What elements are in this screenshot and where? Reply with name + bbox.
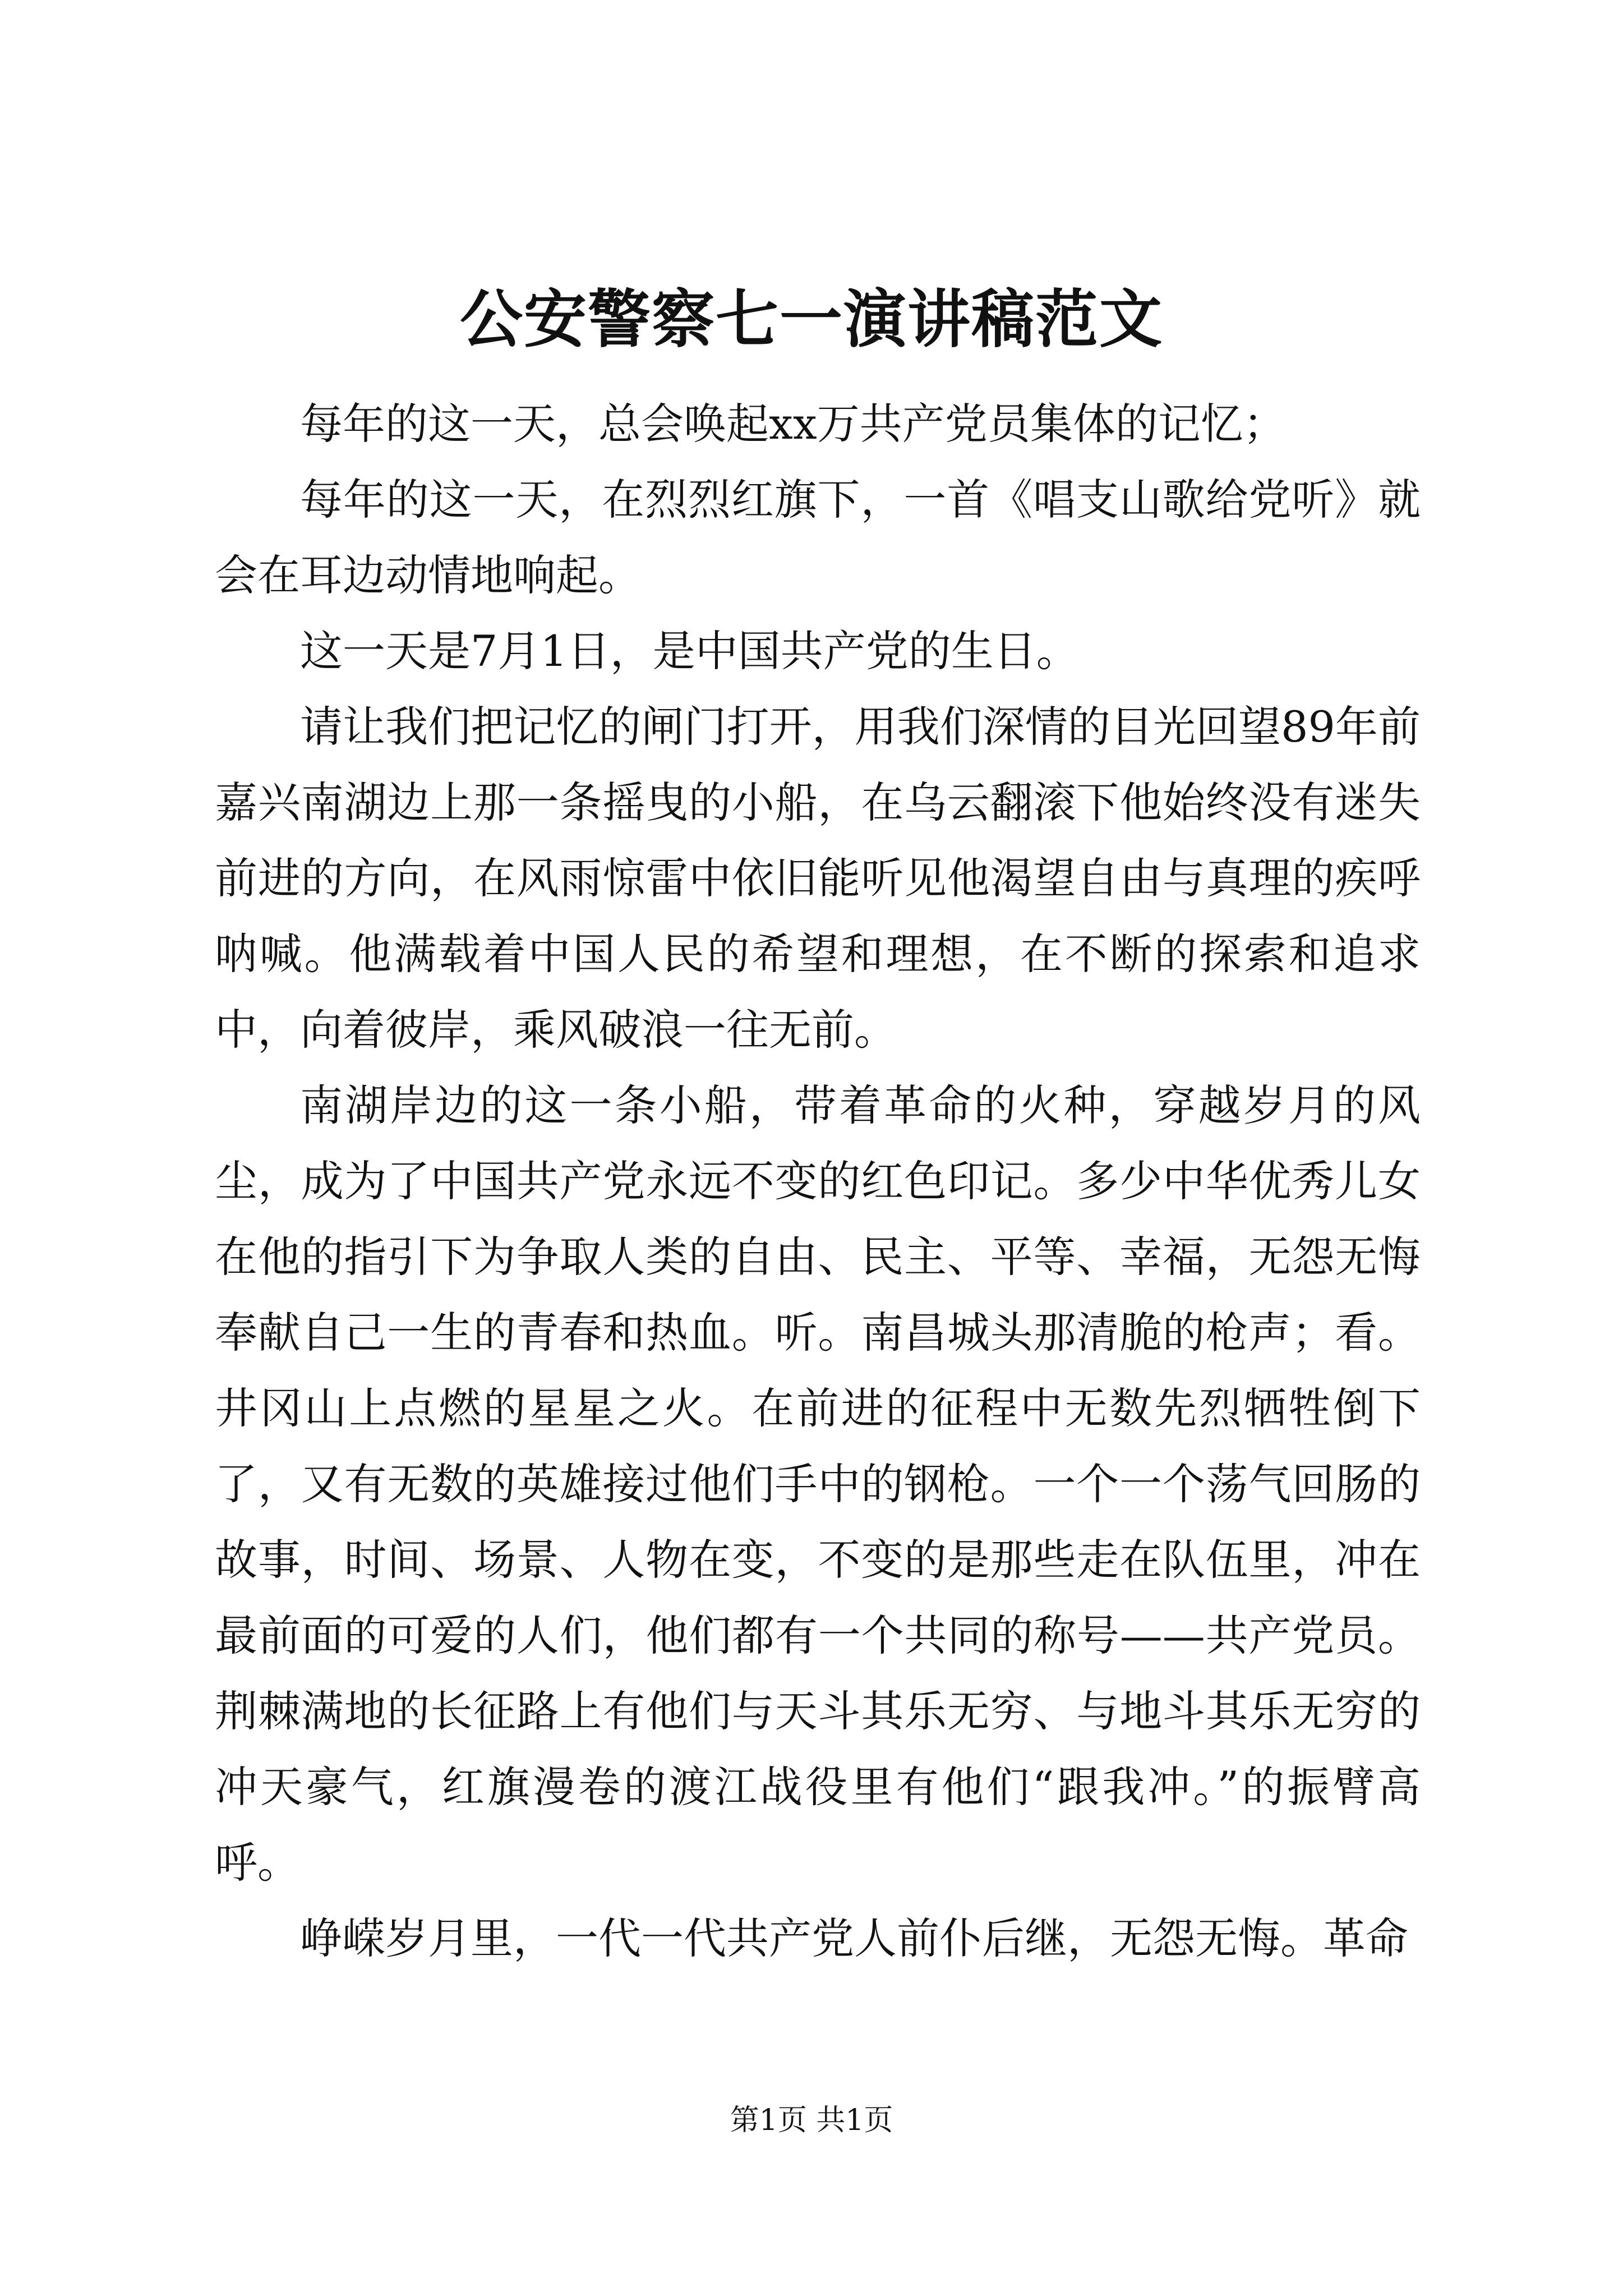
paragraph-4: 请让我们把记忆的闸门打开，用我们深情的目光回望89年前嘉兴南湖边上那一条摇曳的小船，在乌云翻滚下他始终没有迷失前进的方向，在风雨惊雷中依旧能听见他渴望自由与真理的疾呼呐喊。他满载着中国人民的希望和理想，在不断的探索和追求中，向着彼岸，乘风破浪一往无前。 [215, 702, 1421, 1055]
document-title: 公安警察七一演讲稿范文 [460, 283, 1163, 356]
paragraph-3: 这一天是7月1日，是中国共产党的生日。 [300, 626, 1079, 676]
paragraph-6: 峥嵘岁月里，一代一代共产党人前仆后继，无怨无悔。革命 [300, 1913, 1408, 1963]
page-footer: 第1页 共1页 [730, 2104, 893, 2137]
paragraph-1: 每年的这一天，总会唤起xx万共产党员集体的记忆； [300, 399, 1286, 449]
paragraph-5: 南湖岸边的这一条小船，带着革命的火种，穿越岁月的风尘，成为了中国共产党永远不变的红色印记。多少中华优秀儿女在他的指引下为争取人类的自由、民主、平等、幸福，无怨无悔奉献自己一生的青春和热血。听。南昌城头那清脆的枪声；看。井冈山上点燃的星星之火。在前进的征程中无数先烈牺牲倒下了，又有无数的英雄接过他们手中的钢枪。一个一个荡气回肠的故事，时间、场景、人物在变，不变的是那些走在队伍里，冲在最前面的可爱的人们，他们都有一个共同的称号——共产党员。荆棘满地的长征路上有他们与天斗其乐无穷、与地斗其乐无穷的冲天豪气，红旗漫卷的渡江战役里有他们“跟我冲。”的振臂高呼。 [215, 1080, 1421, 1888]
document-body [215, 386, 1421, 1976]
paragraph-2: 每年的这一天，在烈烈红旗下，一首《唱支山歌给党听》就会在耳边动情地响起。 [215, 475, 1421, 600]
